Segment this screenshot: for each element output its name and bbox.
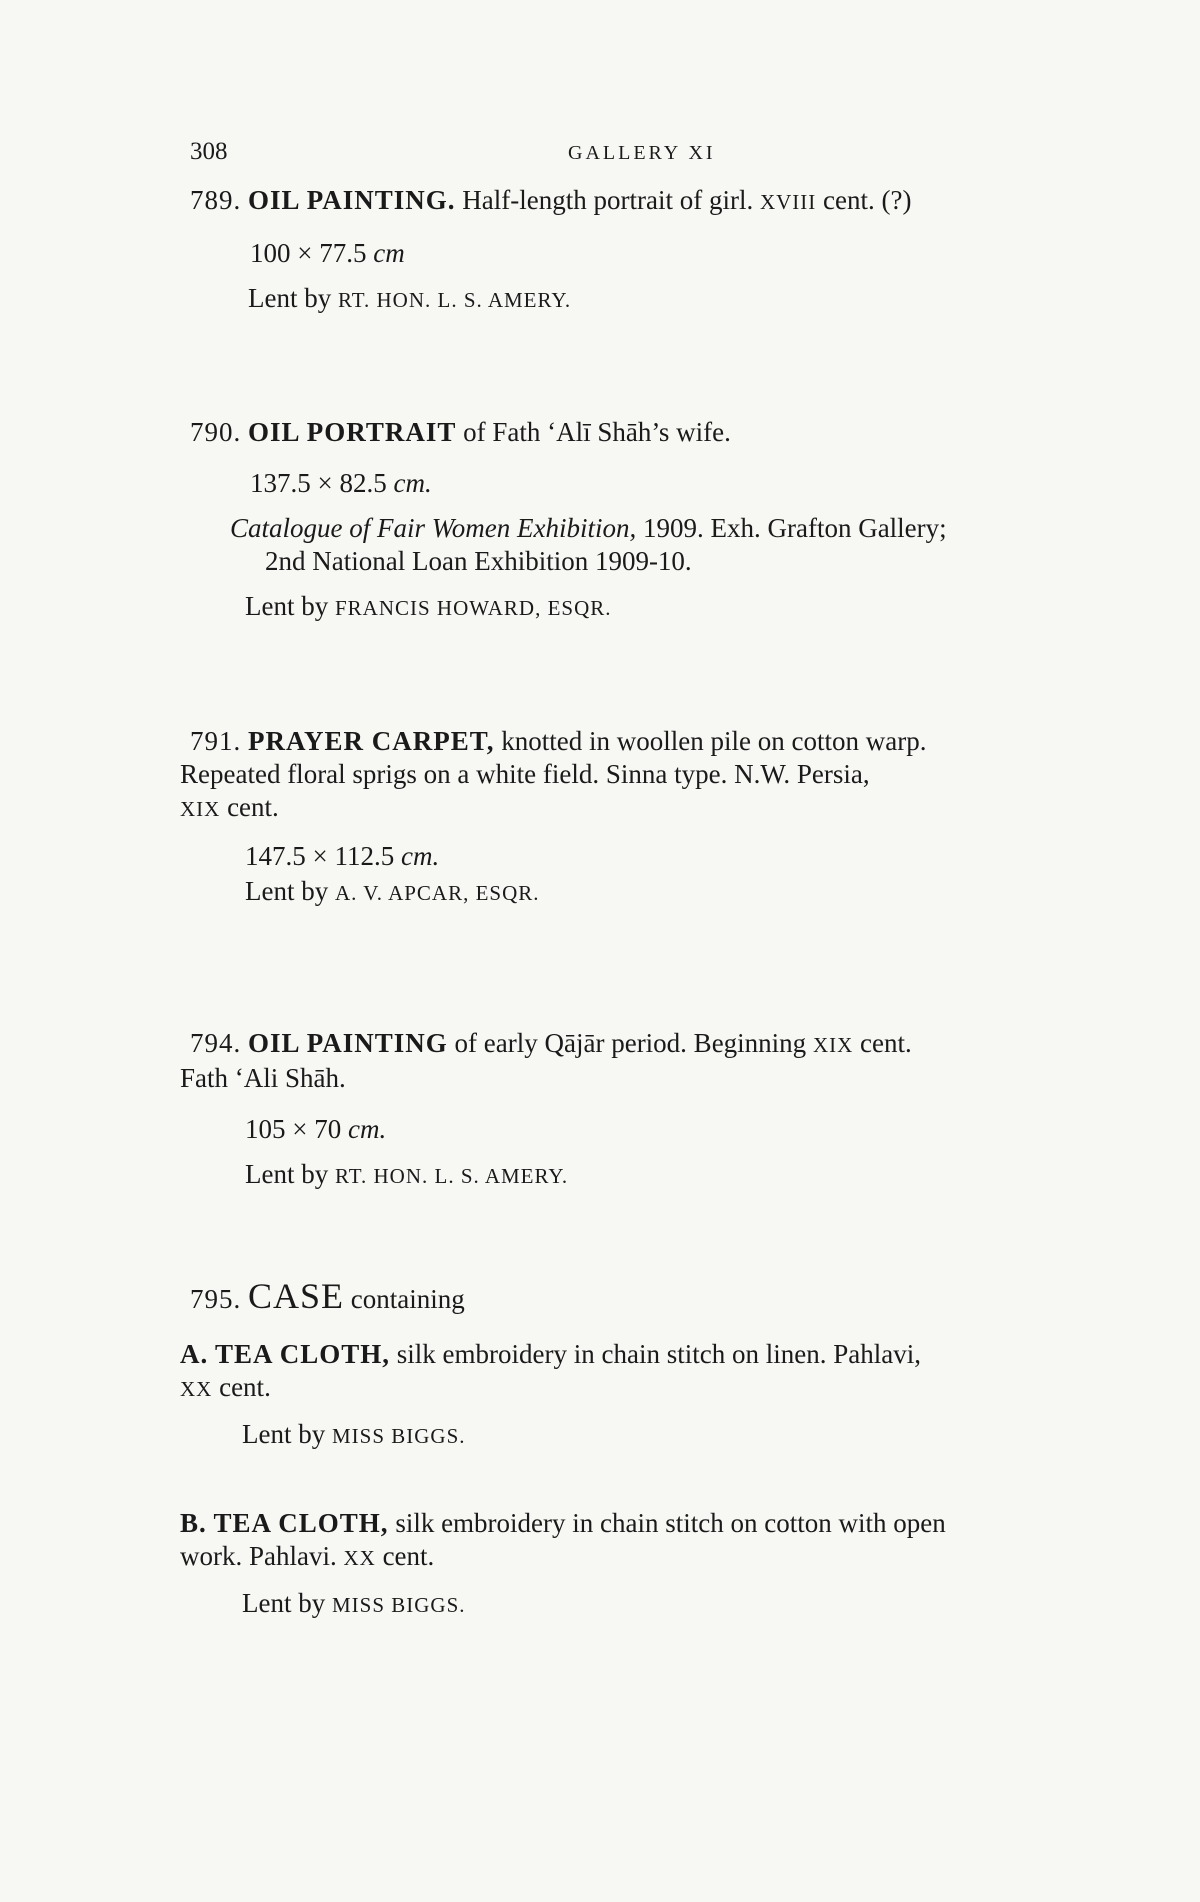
dimension-unit: cm. — [400, 841, 440, 871]
description-line2-text: Fath ‘Ali Shāh. — [180, 1063, 346, 1093]
page-number: 308 — [190, 138, 228, 165]
entry-790 — [180, 416, 1104, 625]
item-title: TEA CLOTH, — [215, 1339, 391, 1369]
entry-lender — [180, 590, 1104, 625]
lender-name: MISS BIGGS. — [331, 1424, 466, 1448]
lent-label: Lent by — [242, 1419, 326, 1449]
entry-lender — [180, 282, 1104, 317]
lender-name: RT. HON. L. S. AMERY. — [334, 1164, 569, 1188]
dimension-value: 105 × 70 — [245, 1114, 342, 1144]
item-period-line — [180, 1371, 1104, 1406]
item-heading — [180, 1507, 1104, 1540]
entry-number: 795. — [190, 1284, 242, 1314]
entry-lender — [180, 875, 1104, 910]
entry-period: XIX — [812, 1033, 854, 1057]
entry-dimensions — [180, 1113, 1104, 1146]
dimension-unit: cm. — [393, 468, 432, 498]
entry-791 — [180, 725, 1104, 910]
entry-literature — [180, 512, 1104, 578]
catalogue-title: Catalogue of Fair Women Exhibition, — [230, 513, 637, 543]
case-item-a — [180, 1338, 1104, 1453]
item-period: XX — [343, 1546, 376, 1570]
entry-description: of early Qājār period. Beginning — [454, 1028, 807, 1058]
entry-period-suffix: cent. (?) — [823, 185, 912, 215]
description-line2-text: Repeated floral sprigs on a white field. Sinna type. N.W. Persia, — [180, 759, 870, 789]
item-period-suffix: cent. — [382, 1541, 435, 1571]
entry-794 — [180, 1027, 1104, 1193]
lent-label: Lent by — [248, 283, 332, 313]
lent-label: Lent by — [245, 876, 329, 906]
dimension-value: 147.5 × 112.5 — [245, 841, 395, 871]
lender-name: FRANCIS HOWARD, ESQR. — [334, 596, 612, 620]
entry-description: of Fath ‘Alī Shāh’s wife. — [463, 417, 731, 447]
item-heading — [180, 1338, 1104, 1371]
entry-period-suffix: cent. — [227, 792, 279, 822]
page-header — [190, 138, 1100, 178]
dimension-unit: cm. — [347, 1114, 387, 1144]
entry-heading — [180, 416, 1104, 449]
lender-name: A. V. APCAR, ESQR. — [334, 881, 540, 905]
entry-lender — [180, 1158, 1104, 1193]
item-label: A. — [180, 1339, 209, 1369]
entry-period: XVIII — [759, 190, 817, 214]
item-lender — [180, 1418, 1104, 1453]
lender-name: RT. HON. L. S. AMERY. — [337, 288, 572, 312]
item-description: silk embroidery in chain stitch on cotton with open — [395, 1508, 946, 1538]
item-lender — [180, 1587, 1104, 1622]
entry-description: Half-length portrait of girl. — [462, 185, 754, 215]
lent-label: Lent by — [242, 1588, 326, 1618]
dimension-value: 137.5 × 82.5 — [250, 468, 387, 498]
entry-title: OIL PAINTING. — [248, 185, 456, 215]
running-title: GALLERY XI — [568, 142, 716, 164]
entry-heading — [180, 184, 1104, 219]
lent-label: Lent by — [245, 591, 329, 621]
entry-title: PRAYER CARPET, — [248, 726, 495, 756]
item-period-line — [180, 1540, 1104, 1575]
entry-description-line2 — [180, 758, 1104, 791]
item-period-suffix: cent. — [219, 1372, 271, 1402]
entry-dimensions — [180, 237, 1104, 270]
lent-label: Lent by — [245, 1159, 329, 1189]
entry-description: containing — [350, 1284, 465, 1314]
entry-number: 794. — [190, 1028, 242, 1058]
item-title: TEA CLOTH, — [213, 1508, 389, 1538]
entry-period: XIX — [180, 797, 221, 821]
case-item-b — [180, 1507, 1104, 1622]
item-description: silk embroidery in chain stitch on linen. Pahlavi, — [396, 1339, 921, 1369]
entry-description: knotted in woollen pile on cotton warp. — [501, 726, 927, 756]
entry-period-line — [180, 791, 1104, 826]
entry-number: 789. — [190, 185, 242, 215]
catalogue-text: 1909. Exh. Grafton Gallery; — [642, 513, 947, 543]
entry-heading — [180, 1027, 1104, 1062]
entry-title: CASE — [248, 1276, 345, 1316]
item-period: XX — [180, 1377, 213, 1401]
dimension-value: 100 × 77.5 — [250, 238, 367, 268]
entry-description-line2 — [180, 1062, 1104, 1095]
entry-dimensions — [180, 840, 1104, 873]
entry-789 — [180, 184, 1104, 317]
item-line2-prefix: work. Pahlavi. — [180, 1541, 337, 1571]
entry-period-suffix: cent. — [860, 1028, 912, 1058]
entry-title: OIL PAINTING — [248, 1028, 448, 1058]
item-label: B. — [180, 1508, 207, 1538]
entry-heading — [180, 725, 1104, 758]
entry-795 — [180, 1276, 1104, 1622]
dimension-unit: cm — [373, 238, 405, 268]
entry-number: 790. — [190, 417, 242, 447]
entry-number: 791. — [190, 726, 242, 756]
entry-heading — [180, 1276, 1104, 1316]
lender-name: MISS BIGGS. — [331, 1593, 466, 1617]
catalogue-line2: 2nd National Loan Exhibition 1909-10. — [265, 546, 692, 576]
entry-title: OIL PORTRAIT — [248, 417, 457, 447]
entry-dimensions — [180, 467, 1104, 500]
